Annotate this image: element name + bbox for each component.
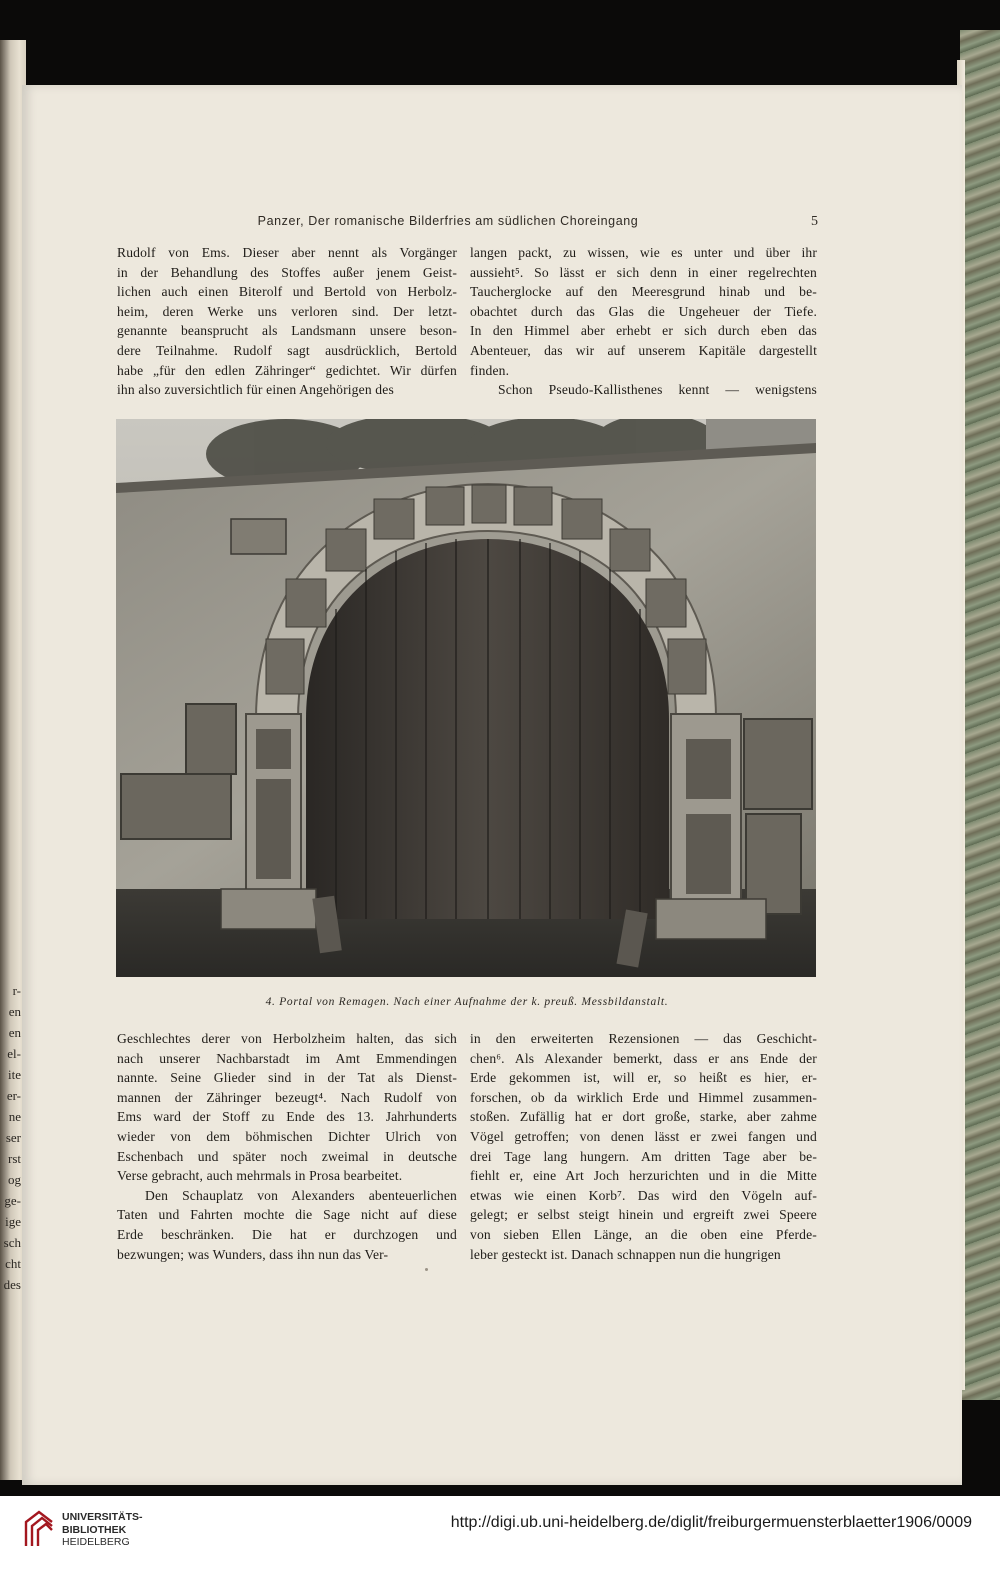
left-page-fragment: el- <box>7 1046 21 1061</box>
text-line: Ems ward der Stoff zu Ende des 13. Jahrhunderts <box>117 1109 457 1125</box>
text-line: chen⁶. Als Alexander bemerkt, dass er ans Ende der <box>470 1050 817 1066</box>
footer-bar <box>0 1496 1000 1571</box>
page-number: 5 <box>811 214 818 229</box>
text-line: Taucherglocke auf den Meeresgrund hinab und be- <box>470 284 817 300</box>
text-line: habe „für den edlen Zähringer“ gedichtet. Wir dürfen <box>117 362 457 378</box>
left-page-fragment: ser <box>5 1130 21 1145</box>
portal-of-remagen-image <box>116 419 816 977</box>
left-page-fragment: er- <box>6 1088 21 1103</box>
library-logo-text <box>62 1511 143 1549</box>
text-line: leber gesteckt ist. Danach schnappen nun die hungrigen <box>470 1246 781 1262</box>
left-page-fragment: og <box>8 1172 21 1187</box>
text-line: Den Schauplatz von Alexanders abenteuerlichen <box>145 1187 457 1203</box>
left-page-fragment: en <box>8 1025 21 1040</box>
text-line: Vögel getroffen; von denen lässt er zwei fangen und <box>470 1128 817 1144</box>
left-page-fragment: ge- <box>4 1193 21 1208</box>
text-line: bezwungen; was Wunders, dass ihn nun das Ver- <box>117 1246 389 1262</box>
text-line: aussieht⁵. So lässt er sich denn in einer regelrechten <box>470 264 817 280</box>
left-page-fragments <box>0 980 22 1300</box>
text-line: dere Teilnahme. Rudolf sagt ausdrücklich, Bertold <box>117 342 457 358</box>
left-page-fragment: ne <box>8 1109 21 1124</box>
left-page-fragment: des <box>3 1277 21 1292</box>
text-line: obachtet durch das Glas die Ungeheuer der Tiefe. <box>470 303 817 319</box>
left-page-fragment: r- <box>12 983 21 998</box>
text-line: wieder von dem böhmischen Dichter Ulrich von <box>117 1128 457 1144</box>
logo-line-1: UNIVERSITÄTS- <box>62 1511 143 1523</box>
text-line: finden. <box>470 362 510 378</box>
text-line: mannen der Zähringer bezeugt⁴. Nach Rudolf von <box>117 1089 457 1105</box>
text-line: Verse gebracht, auch mehrmals in Prosa bearbeitet. <box>117 1168 403 1184</box>
left-page-fragment: en <box>8 1004 21 1019</box>
text-line: von sieben Ellen Länge, an die oben eine Pferde- <box>470 1226 817 1242</box>
text-line: Abenteuer, das wir auf unserem Kapitäle dargestellt <box>470 342 817 358</box>
text-column-bottom-right <box>470 1029 817 1264</box>
text-line: etwas wie einen Korb⁷. Das wird den Vögeln auf- <box>470 1187 817 1203</box>
running-head <box>118 214 818 234</box>
text-line: forschen, ob da wirklich Erde und Himmel zusammen- <box>470 1089 817 1105</box>
left-page-fragment: rst <box>8 1151 21 1166</box>
running-head-title: Panzer, Der romanische Bilderfries am südlichen Choreingang <box>257 214 639 228</box>
left-page-fragment: ite <box>8 1067 21 1082</box>
text-line: langen packt, zu wissen, wie es unter und über ihr <box>470 245 817 260</box>
text-line: in der Behandlung des Stoffes außer jenem Geist- <box>117 264 457 280</box>
text-column-top-left <box>117 243 457 400</box>
text-line: drei Tage lang hungern. Am dritten Tage aber be- <box>470 1148 817 1164</box>
portal-photograph <box>116 419 816 977</box>
figure-caption: 4. Portal von Remagen. Nach einer Aufnahme der k. preuß. Messbildanstalt. <box>265 996 669 1008</box>
text-column-bottom-left <box>117 1029 457 1264</box>
text-line: in den erweiterten Rezensionen — das Geschicht- <box>470 1031 817 1046</box>
text-column-top-right <box>470 243 817 400</box>
text-line: lichen auch einen Biterolf und Bertold von Herbolz- <box>117 284 457 300</box>
text-line: nannte. Seine Glieder sind in der Tat als Dienst- <box>117 1070 457 1086</box>
text-line: stoßen. Zufällig hat er dort große, starke, aber zahme <box>470 1109 817 1125</box>
text-line: Schon Pseudo-Kallisthenes kennt — wenigstens <box>498 382 817 398</box>
text-line: gelegt; er selbst steigt hinein und ergreift zwei Speere <box>470 1207 817 1223</box>
paper-speck <box>425 1268 428 1271</box>
text-line: In den Himmel aber erhebt er sich durch eben das <box>470 323 817 339</box>
logo-line-3: HEIDELBERG <box>62 1536 130 1548</box>
text-line: Taten und Fahrten mochte die Sage nicht auf diese <box>117 1207 457 1223</box>
university-library-logo-icon <box>22 1508 56 1548</box>
left-page-fragment: cht <box>5 1256 21 1271</box>
text-line: fiehlt er, eine Art Joch herzurichten und in die Mitte <box>470 1168 817 1184</box>
logo-line-2: BIBLIOTHEK <box>62 1523 127 1536</box>
text-line: Geschlechtes derer von Herbolzheim halten, das sich <box>117 1031 457 1046</box>
text-line: genannte beansprucht als Landsmann unsere beson- <box>117 323 457 339</box>
text-line: Erde beschränken. Die hat er durchzogen und <box>117 1226 457 1242</box>
text-line: Eschenbach und später noch zweimal in deutsche <box>117 1148 457 1164</box>
text-line: ihn also zuversichtlich für einen Angehörigen des <box>117 382 394 398</box>
text-line: Erde gekommen ist, will er, so heißt es hier, er- <box>470 1070 817 1086</box>
source-url[interactable]: http://digi.ub.uni-heidelberg.de/diglit/freiburgermuensterblaetter1906/0009 <box>450 1514 972 1531</box>
book-cover-marbled <box>960 30 1000 1400</box>
left-page-fragment: sch <box>3 1235 21 1250</box>
text-line: heim, deren Werke uns verloren sind. Der letzt- <box>117 303 457 319</box>
text-line: nach unserer Nachbarstadt im Amt Emmendingen <box>117 1050 457 1066</box>
left-page-fragment: ige <box>5 1214 21 1229</box>
text-line: Rudolf von Ems. Dieser aber nennt als Vorgänger <box>117 245 457 260</box>
